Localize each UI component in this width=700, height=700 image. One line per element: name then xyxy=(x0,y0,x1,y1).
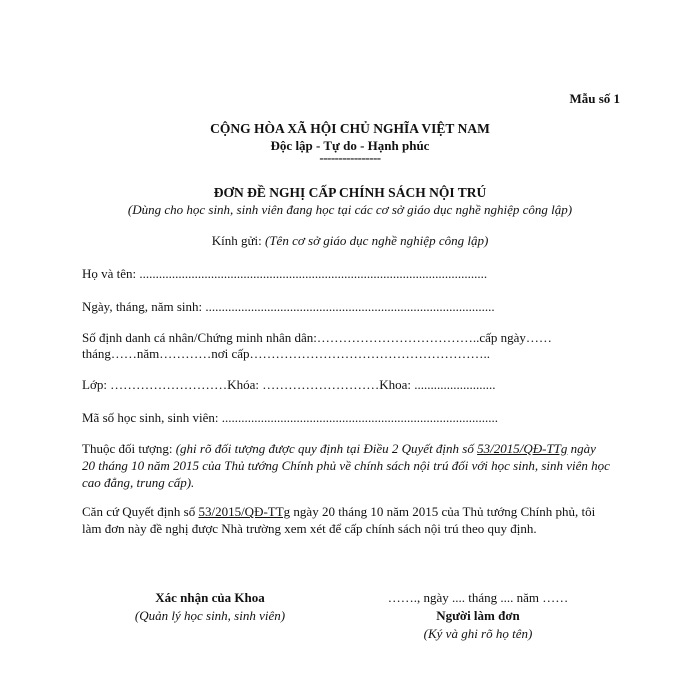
target-note-part-1: (ghi rõ đối tượng được quy định tại Điều 2 Quyết định số xyxy=(175,441,478,456)
target-note-part-2: ngày 20 tháng 10 năm 2015 của Thủ tướng Chính phủ về chính sách nội trú đối với học sinh, sinh viên học cao đẳng, trung cấp). xyxy=(82,441,610,490)
target-group-paragraph xyxy=(82,440,612,491)
recipient-value: (Tên cơ sở giáo dục nghề nghiệp công lập) xyxy=(265,233,489,248)
recipient-line xyxy=(0,233,700,249)
document-subtitle: (Dùng cho học sinh, sinh viên đang học tại các cơ sở giáo dục nghề nghiệp công lập) xyxy=(127,202,573,217)
form-code: Mẫu số 1 xyxy=(569,91,620,106)
motto: Độc lập - Tự do - Hạnh phúc xyxy=(270,138,430,153)
student-code-field: Mã số học sinh, sinh viên: ..................................................................................... xyxy=(82,410,498,425)
basis-paragraph xyxy=(82,503,612,537)
header-separator: ---------------- xyxy=(319,150,381,165)
id-issue-field: tháng……năm…………nơi cấp……………………………………………….. xyxy=(82,346,491,361)
document-title: ĐƠN ĐỀ NGHỊ CẤP CHÍNH SÁCH NỘI TRÚ xyxy=(213,185,487,200)
target-decision-ref: 53/2015/QĐ-TTg xyxy=(477,441,568,456)
country-heading: CỘNG HÒA XÃ HỘI CHỦ NGHĨA VIỆT NAM xyxy=(210,121,490,136)
faculty-confirmation-subtitle: (Quản lý học sinh, sinh viên) xyxy=(134,608,286,623)
faculty-confirmation-block xyxy=(90,589,330,625)
basis-part-2: ngày 20 tháng 10 năm 2015 của Thủ tướng Chính phủ, tôi làm đơn này đề nghị được Nhà trường xem xét để cấp chính sách nội trú theo quy định. xyxy=(82,504,596,536)
date-of-birth-field: Ngày, tháng, năm sinh: ......................................................................................... xyxy=(82,299,495,314)
applicant-date-line: ……., ngày .... tháng .... năm …… xyxy=(387,590,569,605)
class-course-faculty-field: Lớp: ………………………Khóa: ………………………Khoa: ......................... xyxy=(82,377,496,392)
applicant-title: Người làm đơn xyxy=(436,608,520,623)
faculty-confirmation-title: Xác nhận của Khoa xyxy=(155,590,265,605)
basis-decision-ref: 53/2015/QĐ-TTg xyxy=(198,504,291,519)
id-number-field: Số định danh cá nhân/Chứng minh nhân dân:………………………………..cấp ngày…… xyxy=(82,330,552,345)
basis-part-1: Căn cứ Quyết định số xyxy=(82,504,199,519)
target-label: Thuộc đối tượng: xyxy=(82,441,176,456)
applicant-subtitle: (Ký và ghi rõ họ tên) xyxy=(423,626,533,641)
full-name-field: Họ và tên: ........................................................................................................... xyxy=(82,266,488,281)
recipient-label: Kính gửi: xyxy=(211,233,265,248)
applicant-signature-block xyxy=(358,589,598,643)
